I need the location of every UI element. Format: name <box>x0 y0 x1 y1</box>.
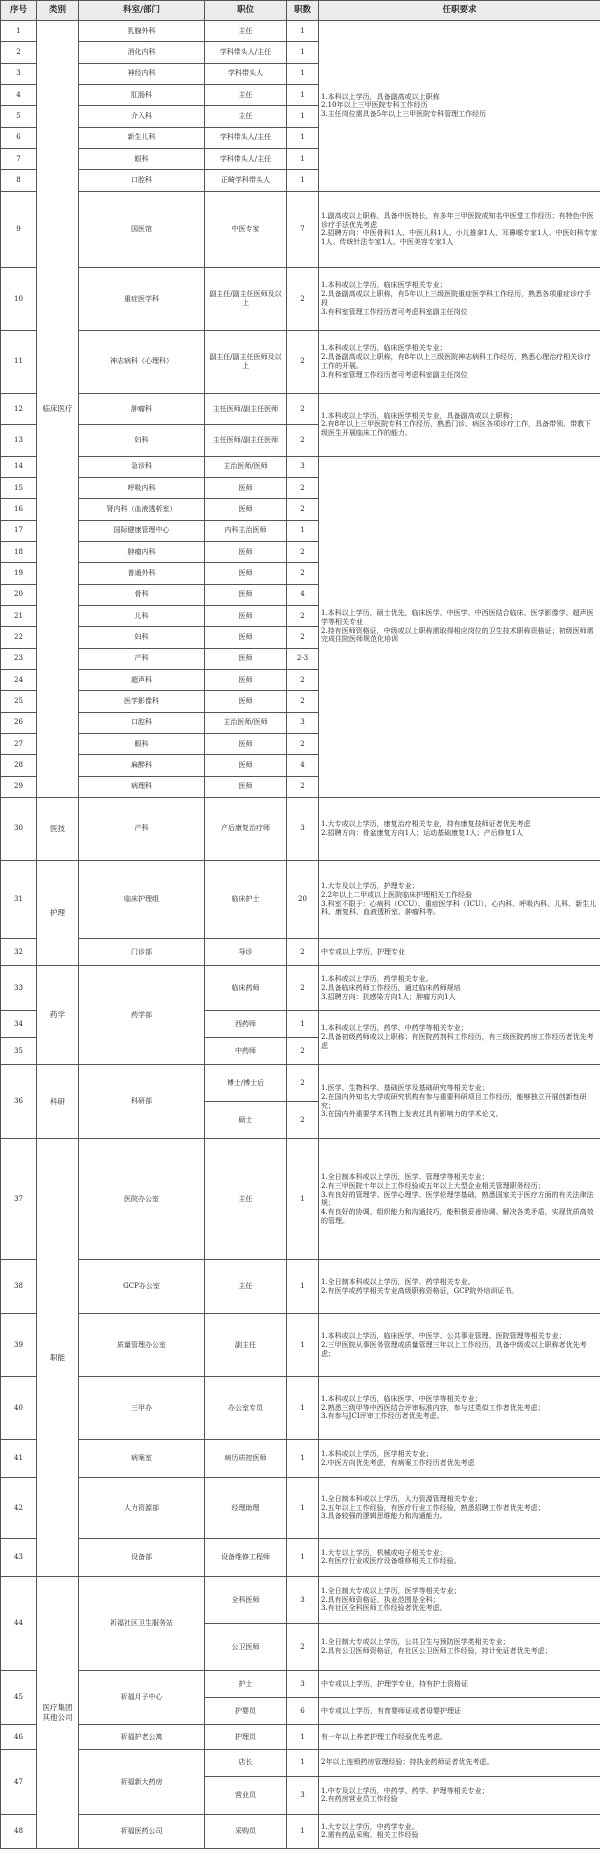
dept-cell: 骨科 <box>79 584 205 605</box>
position-cell: 学科带头人/主任 <box>205 127 287 148</box>
category-cell: 临床医疗 <box>37 21 79 798</box>
requirements-cell: 1.本科或以上学历，临床医学、中医学、公共事业管理、医院管理等相关专业； 2.三甲医院从事医务管理或质量管理三年以上工作经历，具备中级或以上职称者优先考虑； <box>319 1314 600 1377</box>
row-no: 31 <box>1 860 37 939</box>
header-position: 职位 <box>205 1 287 21</box>
position-cell: 医师 <box>205 541 287 562</box>
row-no: 42 <box>1 1478 37 1539</box>
dept-cell: 急诊科 <box>79 456 205 477</box>
table-row <box>1 267 600 330</box>
category-cell: 药学 <box>37 966 79 1065</box>
requirements-cell: 1.本科或以上学历，药学相关专业。 2.具备临床药师工作经历，通过临床药师规培 3.招聘方向：抗感染方向1人；肿瘤方向1人 <box>319 966 600 1011</box>
count-cell: 2 <box>287 1038 319 1065</box>
position-cell: 主任 <box>205 21 287 42</box>
count-cell: 4 <box>287 584 319 605</box>
count-cell: 3 <box>287 1671 319 1698</box>
count-cell: 7 <box>287 191 319 267</box>
requirements-cell: 1.本科或以上学历，临床医学、中医学等相关专业； 2.熟悉三级甲等中西医结合评审标准内容，参与过类似工作者优先考虑； 3.有参与JCI评审工作经历者优先考虑。 <box>319 1377 600 1440</box>
dept-cell: 质量管理办公室 <box>79 1314 205 1377</box>
position-cell: 主任 <box>205 84 287 105</box>
count-cell: 1 <box>287 1011 319 1038</box>
dept-cell: 普通外科 <box>79 563 205 584</box>
count-cell: 1 <box>287 42 319 63</box>
count-cell: 6 <box>287 1698 319 1725</box>
count-cell: 2 <box>287 1102 319 1139</box>
row-no: 9 <box>1 191 37 267</box>
category-cell: 职能 <box>37 1139 79 1577</box>
position-cell: 设备维修工程师 <box>205 1538 287 1576</box>
header-no: 序号 <box>1 1 37 21</box>
dept-cell: 科研部 <box>79 1065 205 1139</box>
table-row <box>1 456 600 477</box>
position-cell: 公卫医师 <box>205 1624 287 1671</box>
position-cell: 正畸学科带头人 <box>205 170 287 191</box>
count-cell: 2 <box>287 563 319 584</box>
row-no: 45 <box>1 1671 37 1725</box>
count-cell: 1 <box>287 1749 319 1776</box>
row-no: 33 <box>1 966 37 1011</box>
count-cell: 2 <box>287 425 319 456</box>
count-cell: 1 <box>287 127 319 148</box>
position-cell: 护士 <box>205 1671 287 1698</box>
requirements-cell: 中专或以上学历，护理学专业，持有护士资格证 <box>319 1671 600 1698</box>
row-no: 22 <box>1 627 37 648</box>
count-cell: 1 <box>287 1478 319 1539</box>
row-no: 7 <box>1 148 37 169</box>
dept-cell: 儿科 <box>79 605 205 626</box>
position-cell: 硕士 <box>205 1102 287 1139</box>
dept-cell: 祈福社区卫生服务站 <box>79 1577 205 1671</box>
count-cell: 2 <box>287 267 319 330</box>
header-dept: 科室/部门 <box>79 1 205 21</box>
position-cell: 博士/博士后 <box>205 1065 287 1102</box>
dept-cell: GCP办公室 <box>79 1260 205 1314</box>
requirements-cell: 1.本科或以上学历，临床医学相关专业； 2.具备副高或以上职称，有8年以上三级医院神志病科工作经历，熟悉心理治疗相关诊疗工作的开展。 3.有科室管理工作经历者可考虑科室副主任岗位 <box>319 330 600 393</box>
requirements-cell: 1.全日制大专或以上学历，公共卫生与预防医学类相关专业； 2.具有公卫医师资格证，有社区公卫医师工作经验，持计免证者优先考虑； <box>319 1624 600 1671</box>
count-cell: 2 <box>287 330 319 393</box>
table-row <box>1 1577 600 1624</box>
count-cell: 1 <box>287 21 319 42</box>
count-cell: 1 <box>287 170 319 191</box>
dept-cell: 产科 <box>79 648 205 669</box>
dept-cell: 祈福护老公寓 <box>79 1725 205 1750</box>
row-no: 30 <box>1 797 37 860</box>
requirements-cell: 1.本科或以上学历，药学、中药学等相关专业； 2.具备初级药师或以上职称；有医院药剂科工作经历，有三级医院药房工作经历者优先考虑 <box>319 1011 600 1065</box>
dept-cell: 口腔科 <box>79 170 205 191</box>
row-no: 8 <box>1 170 37 191</box>
row-no: 46 <box>1 1725 37 1750</box>
requirements-cell: 1.本科或以上学历，临床医学相关专业； 2.具备副高或以上职称，有5年以上三级医院重症医学科工作经历，熟悉各项重症诊疗手段 3.有科室管理工作经历者可考虑科室副主任岗位 <box>319 267 600 330</box>
row-no: 3 <box>1 63 37 84</box>
position-cell: 导诊 <box>205 939 287 966</box>
row-no: 40 <box>1 1377 37 1440</box>
dept-cell: 妇科 <box>79 627 205 648</box>
position-cell: 医师 <box>205 648 287 669</box>
row-no: 14 <box>1 456 37 477</box>
dept-cell: 药学部 <box>79 966 205 1065</box>
dept-cell: 眼科 <box>79 733 205 754</box>
position-cell: 店长 <box>205 1749 287 1776</box>
row-no: 10 <box>1 267 37 330</box>
position-cell: 主任 <box>205 1139 287 1260</box>
dept-cell: 国际健康管理中心 <box>79 520 205 541</box>
count-cell: 2 <box>287 477 319 498</box>
dept-cell: 呼吸内科 <box>79 477 205 498</box>
position-cell: 医师 <box>205 627 287 648</box>
row-no: 4 <box>1 84 37 105</box>
category-cell: 医疗集团其他公司 <box>37 1577 79 1849</box>
table-row <box>1 939 600 966</box>
requirements-cell: 1.全日制大专或以上学历，医学等相关专业； 2.具有医师资格证、执业范围是全科； 3.有社区全科医师工作经验者优先考虑。 <box>319 1577 600 1624</box>
row-no: 47 <box>1 1749 37 1814</box>
header-count: 职数 <box>287 1 319 21</box>
count-cell: 2 <box>287 1065 319 1102</box>
dept-cell: 国医馆 <box>79 191 205 267</box>
dept-cell: 消化内科 <box>79 42 205 63</box>
row-no: 15 <box>1 477 37 498</box>
requirements-cell: 中专或以上学历，有育婴师证或者母婴护理证 <box>319 1698 600 1725</box>
position-cell: 医师 <box>205 776 287 797</box>
position-cell: 内科主治医师 <box>205 520 287 541</box>
position-cell: 医师 <box>205 584 287 605</box>
count-cell: 2 <box>287 691 319 712</box>
table-row <box>1 1260 600 1314</box>
requirements-cell: 1.大专以上学历，中药学专业。 2.需有药品采购、相关工作经验 <box>319 1814 600 1848</box>
count-cell: 2 <box>287 499 319 520</box>
dept-cell: 肿瘤内科 <box>79 541 205 562</box>
count-cell: 1 <box>287 63 319 84</box>
count-cell: 1 <box>287 1440 319 1478</box>
position-cell: 医师 <box>205 733 287 754</box>
count-cell: 1 <box>287 1725 319 1750</box>
dept-cell: 病案室 <box>79 1440 205 1478</box>
count-cell: 20 <box>287 860 319 939</box>
table-row <box>1 860 600 939</box>
row-no: 44 <box>1 1577 37 1671</box>
row-no: 6 <box>1 127 37 148</box>
position-cell: 采购员 <box>205 1814 287 1848</box>
category-cell: 护理 <box>37 860 79 966</box>
table-row <box>1 1314 600 1377</box>
position-cell: 临床药师 <box>205 966 287 1011</box>
position-cell: 护婴员 <box>205 1698 287 1725</box>
row-no: 23 <box>1 648 37 669</box>
row-no: 37 <box>1 1139 37 1260</box>
row-no: 32 <box>1 939 37 966</box>
count-cell: 2 <box>287 393 319 424</box>
dept-cell: 超声科 <box>79 669 205 690</box>
position-cell: 营业员 <box>205 1776 287 1814</box>
requirements-cell: 1.全日制本科或以上学历，医学、管理学等相关专业； 2.有三甲医院十年以上工作经验或五年以上大型企业相关管理职务经历； 3.有良好的管理学、医学心理学、医学伦理学基础，熟悉国家关于医疗方面的有关法律法规； 4.有良好的协调、组织能力和沟通技巧，能积极妥善协调、解决各类矛盾，实现优质高效的管理。 <box>319 1139 600 1260</box>
row-no: 28 <box>1 755 37 776</box>
table-row <box>1 393 600 424</box>
count-cell: 1 <box>287 520 319 541</box>
position-cell: 学科带头人/主任 <box>205 42 287 63</box>
row-no: 11 <box>1 330 37 393</box>
header-requirements: 任职要求 <box>319 1 600 21</box>
position-cell: 全科医师 <box>205 1577 287 1624</box>
count-cell: 1 <box>287 148 319 169</box>
requirements-cell: 1.大专及以上学历，护理专业； 2.2年以上二甲或以上医院临床护理相关工作经验 3.科室不限于：心病科（CCU）、重症医学科（ICU）、心内科、呼吸内科、儿科、新生儿科、康复科、血液透析室、肿瘤科等。 <box>319 860 600 939</box>
dept-cell: 麻醉科 <box>79 755 205 776</box>
dept-cell: 人力资源部 <box>79 1478 205 1539</box>
row-no: 2 <box>1 42 37 63</box>
table-row <box>1 1440 600 1478</box>
count-cell: 1 <box>287 1260 319 1314</box>
position-cell: 主治医师/医师 <box>205 712 287 733</box>
position-cell: 临床护士 <box>205 860 287 939</box>
position-cell: 主任 <box>205 1260 287 1314</box>
count-cell: 2 <box>287 605 319 626</box>
dept-cell: 医院办公室 <box>79 1139 205 1260</box>
table-row <box>1 966 600 1011</box>
count-cell: 3 <box>287 456 319 477</box>
requirements-cell: 1.本科以上学历，硕士优先，临床医学、中医学、中西医结合临床、医学影像学、超声医学等相关专业 2.持有医师资格证，中级或以上职称需取得相应岗位的卫生技术职称资格证；初级医师需完成住院医师规范化培训 <box>319 456 600 797</box>
requirements-cell: 1.医学、生物科学、基础医学及基础研究等相关专业； 2.在国内外知名大学或研究机构有参与重要科研项目工作经历，能够独立开展创新性研究； 3.在国内外重要学术刊物上发表过具有影响力的学术论文。 <box>319 1065 600 1139</box>
table-row <box>1 1377 600 1440</box>
row-no: 38 <box>1 1260 37 1314</box>
dept-cell: 肿瘤科 <box>79 393 205 424</box>
count-cell: 1 <box>287 1538 319 1576</box>
table-row <box>1 191 600 267</box>
dept-cell: 重症医学科 <box>79 267 205 330</box>
count-cell: 3 <box>287 712 319 733</box>
count-cell: 2 <box>287 541 319 562</box>
table-row <box>1 1814 600 1848</box>
table-row <box>1 1065 600 1102</box>
count-cell: 3 <box>287 797 319 860</box>
position-cell: 医师 <box>205 477 287 498</box>
position-cell: 医师 <box>205 605 287 626</box>
position-cell: 医师 <box>205 691 287 712</box>
position-cell: 主治医师/医师 <box>205 456 287 477</box>
requirements-cell: 有一年以上养老护理工作经验优先考虑。 <box>319 1725 600 1750</box>
table-row <box>1 1478 600 1539</box>
row-no: 1 <box>1 21 37 42</box>
table-row <box>1 21 600 42</box>
row-no: 39 <box>1 1314 37 1377</box>
count-cell: 4 <box>287 755 319 776</box>
requirements-cell: 中专或以上学历，护理专业 <box>319 939 600 966</box>
requirements-cell: 1.本科以上学历，具备副高或以上职称 2.10年以上三甲医院专科工作经历 3.主任岗位需具备5年以上三甲医院专科管理工作经历 <box>319 21 600 192</box>
count-cell: 2-3 <box>287 648 319 669</box>
dept-cell: 口腔科 <box>79 712 205 733</box>
table-row <box>1 1538 600 1576</box>
requirements-cell: 1.本科或以上学历，临床医学相关专业，具备副高或以上职称； 2.有8年以上三甲医院专科工作经历，熟悉门诊、病区各项诊疗工作，具备带领、带教下级医生开展临床工作的能力。 <box>319 393 600 456</box>
row-no: 13 <box>1 425 37 456</box>
row-no: 34 <box>1 1011 37 1038</box>
table-row <box>1 1749 600 1776</box>
row-no: 20 <box>1 584 37 605</box>
position-cell: 产后康复治疗师 <box>205 797 287 860</box>
row-no: 25 <box>1 691 37 712</box>
position-cell: 主任医师/副主任医师 <box>205 393 287 424</box>
dept-cell: 眼科 <box>79 148 205 169</box>
count-cell: 1 <box>287 106 319 127</box>
count-cell: 3 <box>287 1776 319 1814</box>
count-cell: 2 <box>287 776 319 797</box>
position-cell: 医师 <box>205 755 287 776</box>
dept-cell: 乳腺外科 <box>79 21 205 42</box>
row-no: 21 <box>1 605 37 626</box>
position-cell: 中医专家 <box>205 191 287 267</box>
dept-cell: 神经内科 <box>79 63 205 84</box>
requirements-cell: 1.中专及以上学历，中药学、药学、护理等相关专业； 2.有药房营业员工作经验 <box>319 1776 600 1814</box>
header-row <box>1 1 600 21</box>
position-cell: 西药师 <box>205 1011 287 1038</box>
dept-cell: 肾内科（血液透析室） <box>79 499 205 520</box>
row-no: 19 <box>1 563 37 584</box>
row-no: 36 <box>1 1065 37 1139</box>
dept-cell: 祈福月子中心 <box>79 1671 205 1725</box>
header-category: 类别 <box>37 1 79 21</box>
table-row <box>1 330 600 393</box>
table-row <box>1 1139 600 1260</box>
dept-cell: 医学影像科 <box>79 691 205 712</box>
dept-cell: 设备部 <box>79 1538 205 1576</box>
dept-cell: 病理科 <box>79 776 205 797</box>
position-cell: 学科带头人 <box>205 63 287 84</box>
position-cell: 医师 <box>205 499 287 520</box>
requirements-cell: 1.大专或以上学历，康复治疗相关专业，持有康复技师证者优先考虑 2.招聘方向：骨盆康复方向1人；运动基础康复1人；产后修复1人 <box>319 797 600 860</box>
dept-cell: 临床护理组 <box>79 860 205 939</box>
dept-cell: 介入科 <box>79 106 205 127</box>
position-cell: 副主任 <box>205 1314 287 1377</box>
count-cell: 2 <box>287 939 319 966</box>
position-cell: 医师 <box>205 563 287 584</box>
row-no: 26 <box>1 712 37 733</box>
table-row <box>1 1671 600 1698</box>
position-cell: 主任 <box>205 106 287 127</box>
table-row <box>1 1725 600 1750</box>
count-cell: 1 <box>287 1139 319 1260</box>
position-cell: 副主任/副主任医师及以上 <box>205 330 287 393</box>
count-cell: 1 <box>287 1314 319 1377</box>
row-no: 27 <box>1 733 37 754</box>
requirements-cell: 1.副高或以上职称，具备中医特长，有多年三甲医院或知名中医堂工作经历；有特色中医诊疗手法优先考虑 2.招聘方向：中医骨科1人、中医儿科1人、小儿推拿1人、耳鼻喉专家1人、中医妇科专家1人、传统针法专家1人、中医美容专家1人 <box>319 191 600 267</box>
row-no: 18 <box>1 541 37 562</box>
requirements-cell: 1.本科或以上学历，医学相关专业； 2.中医方向优先考虑，有病案工作经历者优先考虑 <box>319 1440 600 1478</box>
position-cell: 主任医师/副主任医师 <box>205 425 287 456</box>
count-cell: 2 <box>287 1624 319 1671</box>
requirements-cell: 1.全日制本科或以上学历，医学、药学相关专业。 2.有医学或药学相关专业高级职称资格证，GCP院外培训证书。 <box>319 1260 600 1314</box>
count-cell: 1 <box>287 1814 319 1848</box>
position-cell: 医师 <box>205 669 287 690</box>
count-cell: 2 <box>287 627 319 648</box>
dept-cell: 门诊部 <box>79 939 205 966</box>
dept-cell: 三甲办 <box>79 1377 205 1440</box>
position-cell: 护理员 <box>205 1725 287 1750</box>
requirements-cell: 1.大专以上学历，机械或电子相关专业； 2.有医疗行业或医疗设备维修相关工作经验。 <box>319 1538 600 1576</box>
row-no: 43 <box>1 1538 37 1576</box>
count-cell: 2 <box>287 669 319 690</box>
count-cell: 3 <box>287 1577 319 1624</box>
position-cell: 病历质控医师 <box>205 1440 287 1478</box>
position-cell: 学科带头人/主任 <box>205 148 287 169</box>
dept-cell: 肛肠科 <box>79 84 205 105</box>
count-cell: 1 <box>287 1377 319 1440</box>
row-no: 16 <box>1 499 37 520</box>
row-no: 12 <box>1 393 37 424</box>
count-cell: 2 <box>287 733 319 754</box>
count-cell: 1 <box>287 84 319 105</box>
row-no: 17 <box>1 520 37 541</box>
row-no: 41 <box>1 1440 37 1478</box>
dept-cell: 妇科 <box>79 425 205 456</box>
requirements-cell: 2年以上连锁药房管理经验；持执业药师证者优先考虑。 <box>319 1749 600 1776</box>
dept-cell: 祈福新大药房 <box>79 1749 205 1814</box>
requirements-cell: 1.全日制本科或以上学历，人力资源管理相关专业； 2.五年以上工作经验，有医疗行业工作经验，熟悉招聘工作者优先考虑； 3.具备较强的逻辑思维能力和沟通能力。 <box>319 1478 600 1539</box>
position-cell: 办公室专员 <box>205 1377 287 1440</box>
table-row <box>1 797 600 860</box>
category-cell: 医技 <box>37 797 79 860</box>
row-no: 48 <box>1 1814 37 1848</box>
row-no: 5 <box>1 106 37 127</box>
category-cell: 科研 <box>37 1065 79 1139</box>
row-no: 24 <box>1 669 37 690</box>
dept-cell: 祈福医药公司 <box>79 1814 205 1848</box>
position-cell: 中药师 <box>205 1038 287 1065</box>
position-cell: 经理助理 <box>205 1478 287 1539</box>
dept-cell: 新生儿科 <box>79 127 205 148</box>
row-no: 35 <box>1 1038 37 1065</box>
position-cell: 副主任/副主任医师及以上 <box>205 267 287 330</box>
dept-cell: 神志病科（心理科） <box>79 330 205 393</box>
count-cell: 2 <box>287 966 319 1011</box>
row-no: 29 <box>1 776 37 797</box>
dept-cell: 产科 <box>79 797 205 860</box>
